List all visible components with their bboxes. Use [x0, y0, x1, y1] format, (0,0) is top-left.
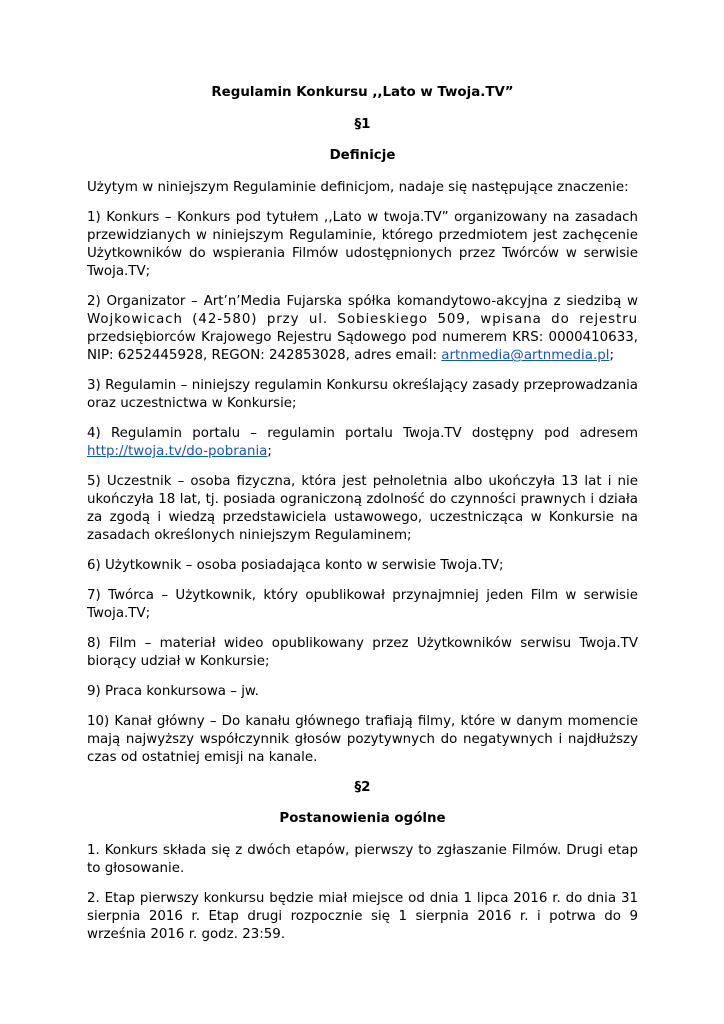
section-1-intro: Użytym w niniejszym Regulaminie definicjom, nadaje się następujące znaczenie:: [87, 180, 629, 195]
section-1-heading: Definicje: [329, 148, 396, 163]
definition-6: 6) Użytkownik – osoba posiadająca konto w serwisie Twoja.TV;: [87, 558, 504, 573]
section-1-number: §1: [354, 117, 371, 132]
general-provision-1: 1. Konkurs składa się z dwóch etapów, pierwszy to zgłaszanie Filmów. Drugi etap to głosowanie.: [87, 843, 638, 876]
definition-2-line-a: 2) Organizator – Art’n’Media Fujarska spółka komandytowo-akcyjna z siedzibą w: [87, 294, 638, 309]
definition-2-line-c: przedsiębiorców Krajowego Rejestru Sądowego pod numerem KRS: 0000410633, NIP: 6252445928, REGON: 242853028, adres email:: [87, 330, 638, 363]
definition-7: 7) Twórca – Użytkownik, który opublikował przynajmniej jeden Film w serwisie Twoja.TV;: [87, 588, 638, 621]
definition-2-suffix: ;: [609, 348, 614, 363]
portal-regulations-link[interactable]: http://twoja.tv/do-pobrania: [87, 444, 268, 459]
organizer-email-link[interactable]: artnmedia@artnmedia.pl: [441, 348, 610, 363]
definition-2: [87, 293, 638, 365]
section-2-heading: Postanowienia ogólne: [279, 811, 446, 826]
definition-4-suffix: ;: [267, 444, 272, 459]
general-provision-2: 2. Etap pierwszy konkursu będzie miał miejsce od dnia 1 lipca 2016 r. do dnia 31 sierpnia 2016 r. Etap drugi rozpocznie się 1 sierpnia 2016 r. i potrwa do 9 września 2016 r. godz. 23:59.: [87, 891, 638, 942]
definition-3: 3) Regulamin – niniejszy regulamin Konkursu określający zasady przeprowadzania oraz uczestnictwa w Konkursie;: [87, 378, 638, 411]
definition-1: 1) Konkurs – Konkurs pod tytułem ,,Lato w twoja.TV” organizowany na zasadach przewidzianych w niniejszym Regulaminie, którego przedmiotem jest zachęcenie Użytkowników do wspierania Filmów udostępnionych przez Twórców w serwisie Twoja.TV;: [87, 210, 638, 279]
definition-10: 10) Kanał główny – Do kanału głównego trafiają filmy, które w danym momencie mają najwyższy współczynnik głosów pozytywnych do negatywnych i najdłuższy czas od ostatniej emisji na kanale.: [87, 714, 638, 765]
document-title: Regulamin Konkursu ,,Lato w Twoja.TV”: [211, 85, 514, 100]
section-2-number: §2: [354, 780, 371, 795]
definition-2-line-b: Wojkowicach (42-580) przy ul. Sobieskiego 509, wpisana do rejestru: [87, 312, 638, 327]
definition-9: 9) Praca konkursowa – jw.: [87, 684, 259, 699]
definition-5: 5) Uczestnik – osoba fizyczna, która jest pełnoletnia albo ukończyła 13 lat i nie ukończyła 18 lat, tj. posiada ograniczoną zdolność do czynności prawnych i działa za zgodą i wiedzą przedstawiciela ustawowego, uczestnicząca w Konkursie na zasadach określonych niniejszym Regulaminem;: [87, 474, 638, 543]
document-content: [87, 84, 638, 956]
definition-4: [87, 425, 638, 461]
definition-8: 8) Film – materiał wideo opublikowany przez Użytkowników serwisu Twoja.TV biorący udział w Konkursie;: [87, 636, 638, 669]
definition-4-text: 4) Regulamin portalu – regulamin portalu Twoja.TV dostępny pod adresem: [87, 426, 638, 441]
